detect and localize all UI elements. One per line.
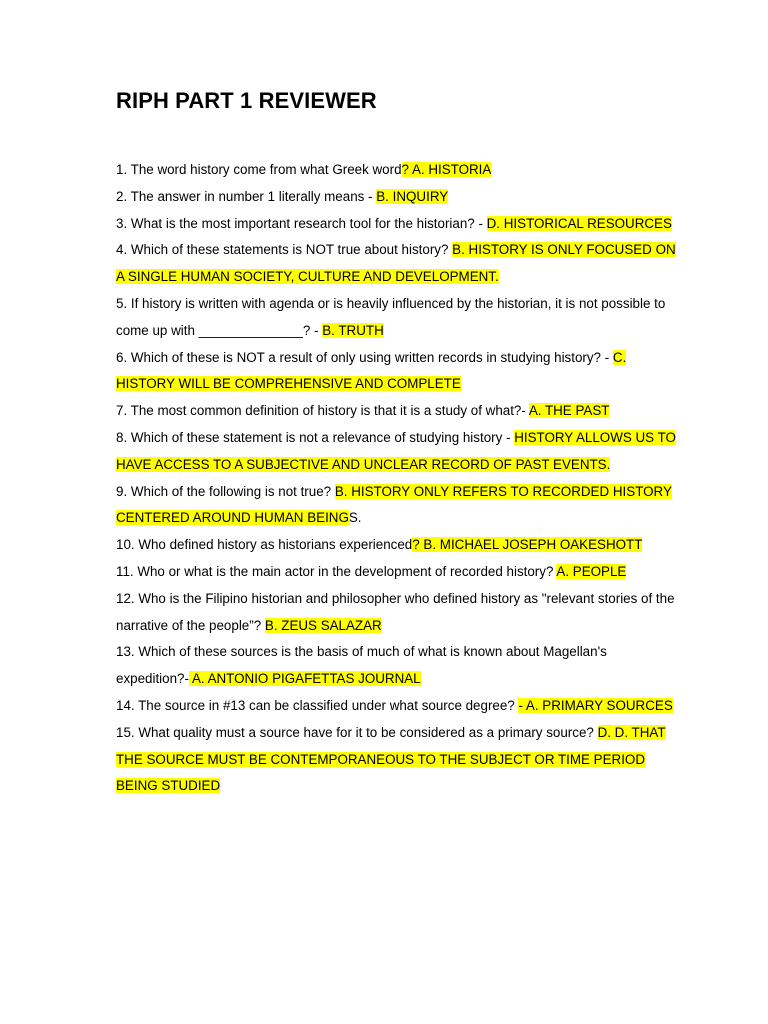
question-text: 10. Who defined history as historians experienced (116, 537, 413, 553)
question-item-1 (116, 157, 676, 184)
question-item-10 (116, 532, 676, 559)
question-item-12 (116, 586, 676, 640)
question-text: 5. If history is written with agenda or is heavily influenced by the historian, it is not possible to come up with ______________? - (116, 295, 666, 338)
answer-highlight: HISTORY ALLOWS US TO HAVE ACCESS TO A SUBJECTIVE AND UNCLEAR RECORD OF PAST EVENTS. (116, 429, 676, 472)
answer-highlight: B. TRUTH (322, 322, 384, 338)
question-text: 2. The answer in number 1 literally means - (116, 188, 377, 204)
trailing-text: S. (348, 510, 362, 526)
answer-highlight: A. PEOPLE (556, 563, 627, 579)
answer-highlight: A. THE PAST (528, 403, 610, 419)
document-title: RIPH PART 1 REVIEWER (116, 88, 377, 113)
question-item-3 (116, 211, 676, 238)
answer-highlight: A. ANTONIO PIGAFETTAS JOURNAL (188, 671, 421, 687)
question-item-7 (116, 398, 676, 425)
answer-highlight: - A. PRIMARY SOURCES (518, 697, 673, 713)
answer-highlight: B. HISTORY IS ONLY FOCUSED ON A SINGLE HUMAN SOCIETY, CULTURE AND DEVELOPMENT. (116, 242, 676, 285)
question-text: 8. Which of these statement is not a relevance of studying history - (116, 429, 515, 445)
answer-highlight: ? A. HISTORIA (401, 162, 492, 177)
answer-highlight: B. HISTORY ONLY REFERS TO RECORDED HISTORY CENTERED AROUND HUMAN BEING (116, 483, 672, 526)
question-list (116, 157, 676, 800)
question-item-5 (116, 291, 676, 345)
question-item-15 (116, 720, 676, 800)
question-item-13 (116, 639, 676, 693)
question-item-9 (116, 479, 676, 533)
question-item-6 (116, 345, 676, 399)
answer-highlight: B. INQUIRY (376, 188, 449, 204)
question-text: 9. Which of the following is not true? (116, 483, 335, 499)
question-text: 3. What is the most important research tool for the historian? - (116, 215, 487, 231)
question-item-8 (116, 425, 676, 479)
answer-highlight: C. HISTORY WILL BE COMPREHENSIVE AND COMPLETE (116, 349, 627, 392)
question-item-11 (116, 559, 676, 586)
question-text: 14. The source in #13 can be classified under what source degree? (116, 697, 519, 713)
question-item-2 (116, 184, 676, 211)
question-item-14 (116, 693, 676, 720)
question-item-4 (116, 237, 676, 291)
answer-highlight: ? B. MICHAEL JOSEPH OAKESHOTT (412, 537, 643, 553)
question-text: 12. Who is the Filipino historian and philosopher who defined history as "relevant stories of the narrative of the people”? (116, 590, 675, 633)
question-text: 1. The word history come from what Greek word (116, 162, 402, 177)
answer-highlight: D. HISTORICAL RESOURCES (486, 215, 672, 231)
question-text: 7. The most common definition of history is that it is a study of what?- (116, 403, 529, 419)
question-text: 13. Which of these sources is the basis of much of what is known about Magellan's expedition?- (116, 644, 607, 687)
question-text: 4. Which of these statements is NOT true about history? (116, 242, 453, 258)
answer-highlight: D. D. THAT THE SOURCE MUST BE CONTEMPORANEOUS TO THE SUBJECT OR TIME PERIOD BEING STUDIED (116, 724, 666, 794)
answer-highlight: B. ZEUS SALAZAR (264, 617, 382, 633)
question-text: 6. Which of these is NOT a result of only using written records in studying history? - (116, 349, 613, 365)
question-text: 11. Who or what is the main actor in the development of recorded history? (116, 563, 557, 579)
question-text: 15. What quality must a source have for it to be considered as a primary source? (116, 724, 598, 740)
